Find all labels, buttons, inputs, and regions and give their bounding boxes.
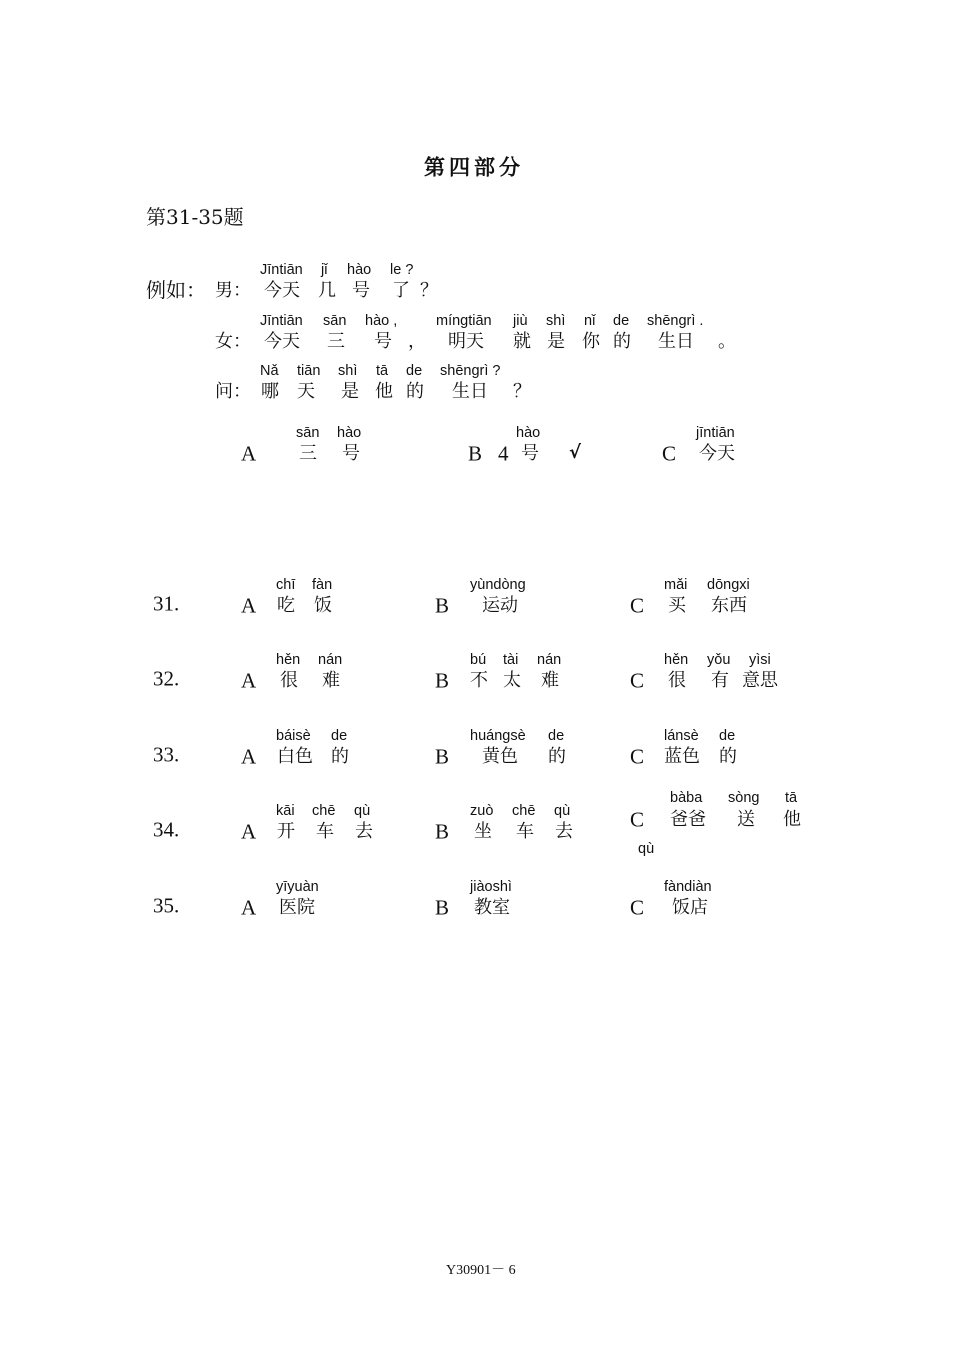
hanzi-word: 很	[668, 670, 686, 691]
hanzi-word: 白色	[277, 746, 313, 767]
pinyin-word: nán	[318, 651, 343, 668]
hanzi-word: 买	[668, 595, 686, 616]
question-number: 31.	[153, 591, 180, 616]
pinyin-word: báisè	[276, 727, 311, 744]
hanzi-word: 的	[548, 746, 566, 767]
pinyin-word: Jīntiān	[260, 261, 303, 278]
question-number: 34.	[153, 817, 180, 842]
pinyin-word: yǒu	[707, 651, 731, 668]
hanzi-word: 爸爸	[670, 809, 706, 830]
hanzi-word: 不	[470, 670, 488, 691]
pinyin-word: Jīntiān	[260, 312, 303, 329]
speaker-label: 问：	[215, 381, 251, 402]
pinyin-word: yùndòng	[470, 576, 526, 593]
hanzi-word: 很	[280, 670, 298, 691]
hanzi-word: 送	[737, 809, 755, 830]
hanzi-word: 4	[498, 441, 509, 466]
hanzi-word: 的	[613, 331, 631, 352]
hanzi-word: 车	[516, 821, 534, 842]
pinyin-word: hěn	[664, 651, 689, 668]
pinyin-word: yīyuàn	[276, 878, 319, 895]
page-footer: Y30901－ 6	[446, 1263, 516, 1278]
pinyin-word: huángsè	[470, 727, 526, 744]
pinyin-word: fàn	[312, 576, 333, 593]
pinyin-word: hào	[347, 261, 372, 278]
hanzi-word: 三	[327, 331, 345, 352]
hanzi-word: 明天	[448, 331, 484, 352]
pinyin-word: shì	[338, 362, 358, 379]
option-letter: B	[435, 819, 450, 844]
pinyin-word: chē	[312, 802, 336, 819]
hanzi-word: 生日	[452, 381, 488, 402]
question-number: 33.	[153, 742, 180, 767]
pinyin-word: de	[331, 727, 348, 744]
pinyin-word: dōngxi	[707, 576, 750, 593]
pinyin-word: qù	[554, 802, 571, 819]
option-letter: A	[241, 744, 257, 769]
pinyin-word: tiān	[297, 362, 321, 379]
pinyin-word: hào	[516, 424, 541, 441]
pinyin-word: kāi	[276, 802, 295, 819]
hanzi-word: 车	[316, 821, 334, 842]
hanzi-word: 坐	[474, 821, 492, 842]
hanzi-word: 黄色	[482, 746, 518, 767]
hanzi-word: 吃	[277, 595, 295, 616]
option-letter: C	[630, 895, 645, 920]
pinyin-word: shēngrì ?	[440, 362, 501, 379]
option-letter: C	[630, 807, 645, 832]
pinyin-word: qù	[638, 840, 655, 857]
pinyin-word: de	[613, 312, 630, 329]
pinyin-word: bú	[470, 651, 487, 668]
example-option-letter: C	[662, 441, 677, 466]
hanzi-word: 今天	[264, 280, 300, 301]
pinyin-word: sān	[323, 312, 347, 329]
pinyin-word: shēngrì .	[647, 312, 704, 329]
hanzi-word: 他	[375, 381, 393, 402]
hanzi-word: 了	[392, 280, 410, 301]
hanzi-word: 去	[355, 821, 373, 842]
hanzi-word: 开	[277, 821, 295, 842]
hanzi-word: ？	[420, 280, 438, 301]
hanzi-word: ？	[513, 381, 531, 402]
pinyin-word: Nǎ	[260, 362, 279, 379]
speaker-label: 女：	[215, 331, 251, 352]
hanzi-word: 号	[374, 331, 392, 352]
option-letter: B	[435, 668, 450, 693]
pinyin-word: chē	[512, 802, 536, 819]
pinyin-word: de	[406, 362, 423, 379]
hanzi-word: 医院	[279, 897, 315, 918]
hanzi-word: 有	[711, 670, 729, 691]
pinyin-word: lánsè	[664, 727, 699, 744]
option-letter: A	[241, 895, 257, 920]
option-letter: C	[630, 668, 645, 693]
pinyin-word: le ?	[390, 261, 414, 278]
pinyin-word: shì	[546, 312, 566, 329]
speaker-label: 男：	[215, 280, 251, 301]
hanzi-word: 哪	[261, 381, 279, 402]
hanzi-word: 他	[783, 809, 801, 830]
hanzi-word: 天	[297, 381, 315, 402]
answer-check-mark: √	[569, 442, 582, 463]
hanzi-word: 的	[719, 746, 737, 767]
pinyin-word: tài	[503, 651, 519, 668]
pinyin-word: mǎi	[664, 576, 688, 593]
option-letter: B	[435, 895, 450, 920]
pinyin-word: tā	[376, 362, 389, 379]
hanzi-word: 号	[521, 443, 539, 464]
hanzi-word: 太	[503, 670, 521, 691]
example-option-letter: B	[468, 441, 483, 466]
pinyin-word: bàba	[670, 789, 703, 806]
hanzi-word: 饭店	[672, 897, 708, 918]
pinyin-word: hào ,	[365, 312, 398, 329]
option-letter: C	[630, 593, 645, 618]
option-letter: A	[241, 819, 257, 844]
hanzi-word: 的	[331, 746, 349, 767]
hanzi-word: 号	[342, 443, 360, 464]
pinyin-word: de	[548, 727, 565, 744]
hanzi-word: ，	[408, 331, 426, 352]
pinyin-word: hěn	[276, 651, 301, 668]
hanzi-word: 意思	[742, 670, 778, 691]
option-letter: B	[435, 593, 450, 618]
pinyin-word: nǐ	[584, 312, 596, 329]
hanzi-word: 生日	[658, 331, 694, 352]
hanzi-word: 号	[352, 280, 370, 301]
pinyin-word: chī	[276, 576, 296, 593]
hanzi-word: 就	[513, 331, 531, 352]
hanzi-word: 蓝色	[664, 746, 700, 767]
option-letter: A	[241, 593, 257, 618]
hanzi-word: 是	[547, 331, 565, 352]
hanzi-word: 你	[582, 331, 600, 352]
hanzi-word: 运动	[482, 595, 518, 616]
pinyin-word: sòng	[728, 789, 760, 806]
pinyin-word: de	[719, 727, 736, 744]
hanzi-word: 几	[318, 280, 336, 301]
pinyin-word: hào	[337, 424, 362, 441]
pinyin-word: sān	[296, 424, 320, 441]
pinyin-word: zuò	[470, 802, 494, 819]
pinyin-word: jīntiān	[696, 424, 735, 441]
pinyin-word: tā	[785, 789, 798, 806]
pinyin-word: yìsi	[749, 651, 771, 668]
pinyin-word: míngtiān	[436, 312, 492, 329]
option-letter: C	[630, 744, 645, 769]
example-option-letter: A	[241, 441, 257, 466]
pinyin-word: jǐ	[321, 261, 328, 278]
question-range: 第31-35题	[146, 205, 244, 229]
hanzi-word: 今天	[699, 443, 735, 464]
hanzi-word: 三	[299, 443, 317, 464]
hanzi-word: 是	[341, 381, 359, 402]
section-title: 第四部分	[424, 154, 524, 180]
option-letter: B	[435, 744, 450, 769]
hanzi-word: 难	[541, 670, 559, 691]
pinyin-word: jiù	[513, 312, 528, 329]
hanzi-word: 。	[718, 331, 736, 352]
hanzi-word: 教室	[474, 897, 510, 918]
example-label: 例如：	[146, 278, 206, 302]
hanzi-word: 难	[322, 670, 340, 691]
pinyin-word: fàndiàn	[664, 878, 712, 895]
hanzi-word: 的	[406, 381, 424, 402]
pinyin-word: qù	[354, 802, 371, 819]
pinyin-word: jiàoshì	[470, 878, 512, 895]
hanzi-word: 今天	[264, 331, 300, 352]
hanzi-word: 东西	[711, 595, 747, 616]
question-number: 32.	[153, 666, 180, 691]
hanzi-word: 去	[555, 821, 573, 842]
pinyin-word: nán	[537, 651, 562, 668]
hanzi-word: 饭	[314, 595, 332, 616]
option-letter: A	[241, 668, 257, 693]
question-number: 35.	[153, 893, 180, 918]
